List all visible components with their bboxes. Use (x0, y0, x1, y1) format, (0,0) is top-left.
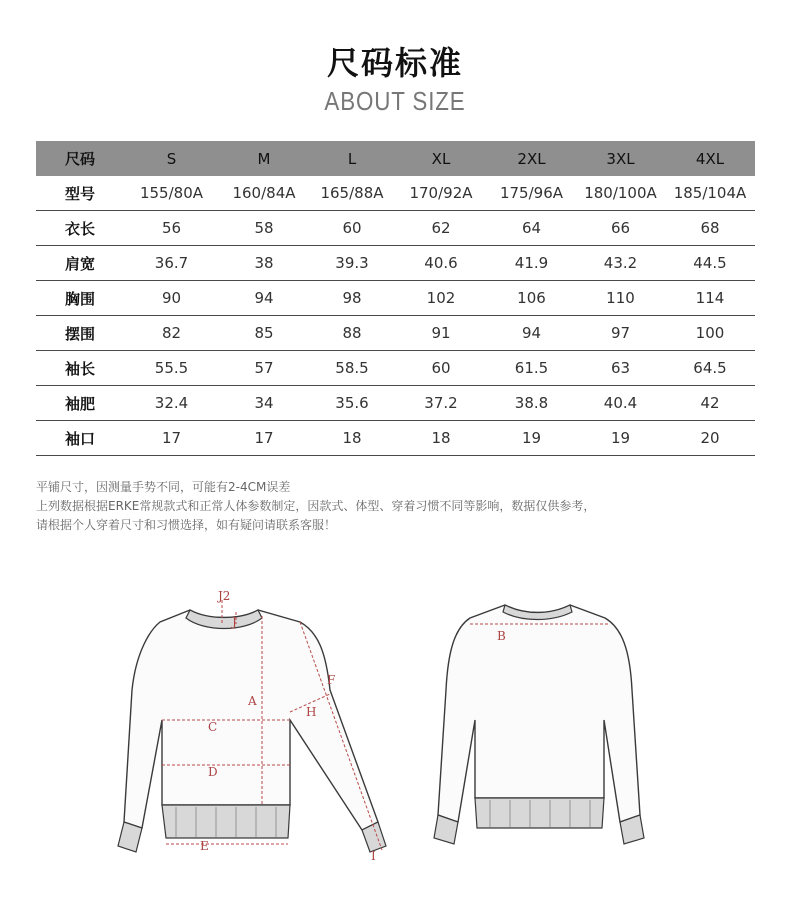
table-cell: 19 (576, 421, 665, 456)
table-row (36, 386, 755, 421)
table-cell: 17 (124, 421, 219, 456)
sweater-measurement-diagram (0, 560, 790, 900)
table-row (36, 351, 755, 386)
table-cell: 63 (576, 351, 665, 386)
table-cell: 55.5 (124, 351, 219, 386)
row-label: 袖口 (36, 421, 124, 456)
table-cell: 91 (395, 316, 487, 351)
table-cell: 57 (219, 351, 309, 386)
row-label: 袖肥 (36, 386, 124, 421)
table-cell: 170/92A (395, 176, 487, 211)
table-cell: 98 (309, 281, 395, 316)
table-cell: 64.5 (665, 351, 755, 386)
table-cell: 38.8 (487, 386, 576, 421)
sweater-back-illustration (434, 605, 644, 844)
label-e: E (200, 839, 209, 853)
sweater-front-illustration (118, 610, 386, 852)
table-cell: 60 (395, 351, 487, 386)
table-row (36, 421, 755, 456)
header-cell: XL (395, 141, 487, 176)
label-i: I (371, 849, 376, 863)
table-cell: 37.2 (395, 386, 487, 421)
table-cell: 94 (219, 281, 309, 316)
table-row (36, 176, 755, 211)
note-line: 平铺尺寸，因测量手势不同，可能有2-4CM误差 (36, 480, 291, 494)
row-label: 型号 (36, 176, 124, 211)
page-subtitle: ABOUT SIZE (324, 86, 466, 116)
table-cell: 18 (395, 421, 487, 456)
measurement-notes (36, 478, 766, 535)
row-label: 胸围 (36, 281, 124, 316)
label-j: J (232, 615, 237, 629)
table-cell: 66 (576, 211, 665, 246)
table-cell: 97 (576, 316, 665, 351)
table-cell: 160/84A (219, 176, 309, 211)
table-header-row (36, 141, 755, 176)
table-cell: 58.5 (309, 351, 395, 386)
header-cell: S (124, 141, 219, 176)
table-cell: 106 (487, 281, 576, 316)
label-c: C (208, 720, 218, 734)
table-cell: 62 (395, 211, 487, 246)
note-line: 请根据个人穿着尺寸和习惯选择，如有疑问请联系客服！ (36, 518, 337, 532)
label-j2: J2 (218, 589, 231, 603)
page-title: 尺码标准 (326, 44, 463, 82)
table-cell: 17 (219, 421, 309, 456)
table-cell: 64 (487, 211, 576, 246)
table-cell: 88 (309, 316, 395, 351)
table-cell: 44.5 (665, 246, 755, 281)
table-cell: 94 (487, 316, 576, 351)
table-row (36, 246, 755, 281)
label-h: H (306, 705, 317, 719)
table-cell: 36.7 (124, 246, 219, 281)
table-cell: 56 (124, 211, 219, 246)
table-cell: 180/100A (576, 176, 665, 211)
label-f: F (327, 673, 336, 687)
header-cell-size: 尺码 (36, 141, 124, 176)
table-cell: 38 (219, 246, 309, 281)
header-cell: 4XL (665, 141, 755, 176)
label-b: B (497, 629, 506, 643)
table-cell: 110 (576, 281, 665, 316)
row-label: 袖长 (36, 351, 124, 386)
table-cell: 40.4 (576, 386, 665, 421)
label-a: A (248, 694, 257, 708)
table-cell: 39.3 (309, 246, 395, 281)
table-row (36, 281, 755, 316)
row-label: 摆围 (36, 316, 124, 351)
table-cell: 35.6 (309, 386, 395, 421)
table-cell: 19 (487, 421, 576, 456)
header-cell: 3XL (576, 141, 665, 176)
table-cell: 61.5 (487, 351, 576, 386)
table-cell: 165/88A (309, 176, 395, 211)
table-cell: 40.6 (395, 246, 487, 281)
table-row (36, 316, 755, 351)
table-cell: 114 (665, 281, 755, 316)
row-label: 肩宽 (36, 246, 124, 281)
table-cell: 68 (665, 211, 755, 246)
row-label: 衣长 (36, 211, 124, 246)
header-cell: L (309, 141, 395, 176)
table-cell: 155/80A (124, 176, 219, 211)
header-cell: 2XL (487, 141, 576, 176)
table-cell: 175/96A (487, 176, 576, 211)
table-cell: 82 (124, 316, 219, 351)
table-cell: 85 (219, 316, 309, 351)
table-cell: 32.4 (124, 386, 219, 421)
table-cell: 58 (219, 211, 309, 246)
table-cell: 102 (395, 281, 487, 316)
table-cell: 43.2 (576, 246, 665, 281)
table-cell: 20 (665, 421, 755, 456)
label-d: D (208, 765, 218, 779)
table-row (36, 211, 755, 246)
table-cell: 90 (124, 281, 219, 316)
table-cell: 60 (309, 211, 395, 246)
table-cell: 41.9 (487, 246, 576, 281)
size-table (36, 141, 755, 456)
header-cell: M (219, 141, 309, 176)
table-cell: 42 (665, 386, 755, 421)
table-cell: 34 (219, 386, 309, 421)
table-cell: 185/104A (665, 176, 755, 211)
table-cell: 18 (309, 421, 395, 456)
table-cell: 100 (665, 316, 755, 351)
note-line: 上列数据根据ERKE常规款式和正常人体参数制定，因款式、体型、穿着习惯不同等影响，数据仅供参考， (36, 499, 596, 513)
